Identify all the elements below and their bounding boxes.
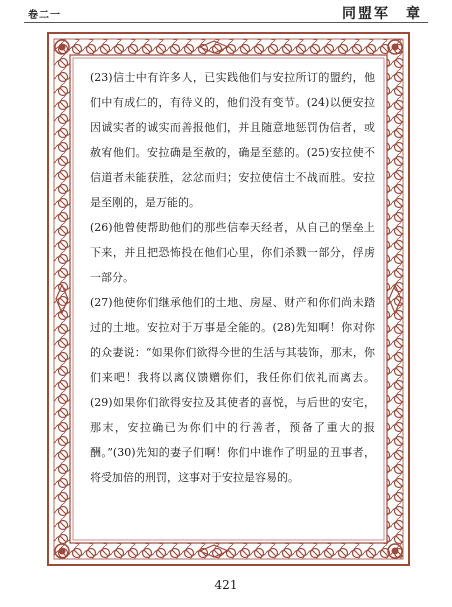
sura-title: 同盟军 章 [342, 6, 422, 22]
verse-paragraph-1: (23)信士中有许多人，已实践他们与安拉所订的盟约，他们中有成仁的，有待义的，他们没有变节。(24)以便安拉因诚实者的诚实而善报他们，并且随意地惩罚伪信者，或赦宥他们。安拉确是至赦的，确是至慈的。(25)安拉使不信道者未能获胜，忿忿而归；安拉使信士不战而胜。安拉是至刚的，是万能的。 [90, 71, 375, 209]
body-text [90, 65, 375, 490]
verse-paragraph-2: (26)他曾使帮助他们的那些信奉天经者，从自己的堡垒上下来，并且把恐怖投在他们心里，你们杀戮一部分，俘虏一部分。 [90, 221, 375, 284]
page-number: 421 [214, 578, 238, 592]
verse-paragraph-3: (27)他使你们继承他们的土地、房屋、财产和你们尚未踏过的土地。安拉对于万事是全能的。(28)先知啊！你对你的众妻说：“如果你们欲得今世的生活与其装饰，那末，你们来吧！我将以离仪馈赠你们，我任你们依礼而离去。(29)如果你们欲得安拉及其使者的喜悦，与后世的安宅，那末，安拉确已为你们中的行善者，预备了重大的报酬。”(30)先知的妻子们啊！你们中谁作了明显的丑事者，将受加倍的刑罚，这事对于安拉是容易的。 [90, 296, 375, 484]
chapter-label: 卷二一 [28, 10, 61, 21]
